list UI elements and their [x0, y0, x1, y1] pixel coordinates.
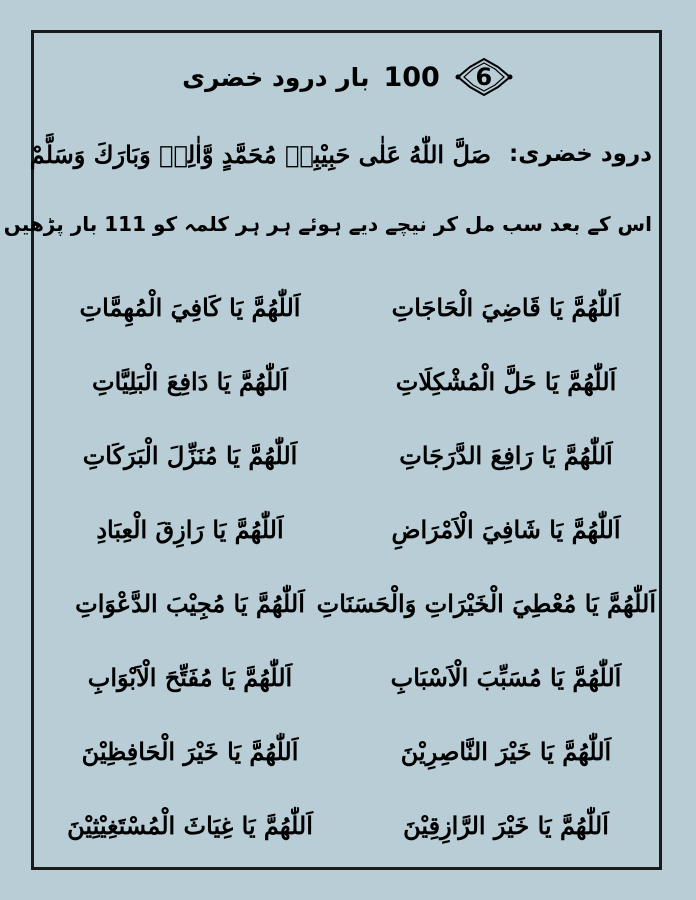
phrase-row — [40, 492, 656, 566]
phrase-grid — [40, 270, 656, 862]
title-row — [0, 52, 696, 102]
phrase-row — [40, 418, 656, 492]
phrase-right: اَللّٰهُمَّ يَا خَيْرَ الرَّازِقِيْنَ — [403, 810, 609, 840]
phrase-row — [40, 788, 656, 862]
phrase-right: اَللّٰهُمَّ يَا خَيْرَ النَّاصِرِيْنَ — [400, 736, 612, 766]
phrase-row — [40, 714, 656, 788]
instruction-text: اس کے بعد سب مل کر نیچے دیے ہوئے ہر ہر کلمہ کو 111 بار پڑھیں — [3, 212, 652, 236]
phrase-right: اَللّٰهُمَّ يَا حَلَّ الْمُشْكِلَاتِ — [395, 366, 617, 396]
phrase-left: اَللّٰهُمَّ يَا رَازِقَ الْعِبَادِ — [96, 514, 284, 544]
phrase-right: اَللّٰهُمَّ يَا شَافِيَ الْاَمْرَاضِ — [391, 514, 621, 544]
phrase-right: اَللّٰهُمَّ يَا رَافِعَ الدَّرَجَاتِ — [399, 440, 613, 470]
phrase-left: اَللّٰهُمَّ يَا كَافِيَ الْمُهِمَّاتِ — [79, 292, 301, 322]
phrase-row — [40, 640, 656, 714]
durood-text: صَلَّ اللّٰهُ عَلٰى حَبِيْبِهٖ مُحَمَّدٍ وَّاٰلِهٖ وَبَارَكَ وَسَلَّمْ — [29, 139, 492, 169]
phrase-left: اَللّٰهُمَّ يَا غِيَاثَ الْمُسْتَغِيْثِيْنَ — [67, 810, 313, 840]
page-title: بار درود خضری — [182, 62, 370, 92]
durood-line — [29, 126, 652, 182]
phrase-left: اَللّٰهُمَّ يَا دَافِعَ الْبَلِيَّاتِ — [92, 366, 288, 396]
phrase-row — [40, 566, 656, 640]
phrase-right: اَللّٰهُمَّ يَا مُعْطِيَ الْخَيْرَاتِ وَالْحَسَنَاتِ — [316, 588, 656, 618]
durood-label: درود خضری: — [509, 141, 652, 167]
badge-number: 6 — [475, 63, 493, 91]
phrase-row — [40, 270, 656, 344]
number-badge — [454, 57, 514, 97]
phrase-right: اَللّٰهُمَّ يَا قَاضِيَ الْحَاجَاتِ — [391, 292, 621, 322]
phrase-left: اَللّٰهُمَّ يَا مُجِيْبَ الدَّعْوَاتِ — [75, 588, 305, 618]
phrase-row — [40, 344, 656, 418]
title-count: 100 — [383, 61, 440, 93]
phrase-left: اَللّٰهُمَّ يَا خَيْرَ الْحَافِظِيْنَ — [81, 736, 299, 766]
phrase-left: اَللّٰهُمَّ يَا مُنَزِّلَ الْبَرَكَاتِ — [82, 440, 298, 470]
phrase-right: اَللّٰهُمَّ يَا مُسَبِّبَ الْاَسْبَابِ — [390, 662, 622, 692]
phrase-left: اَللّٰهُمَّ يَا مُفَتِّحَ الْاَبْوَابِ — [87, 662, 293, 692]
